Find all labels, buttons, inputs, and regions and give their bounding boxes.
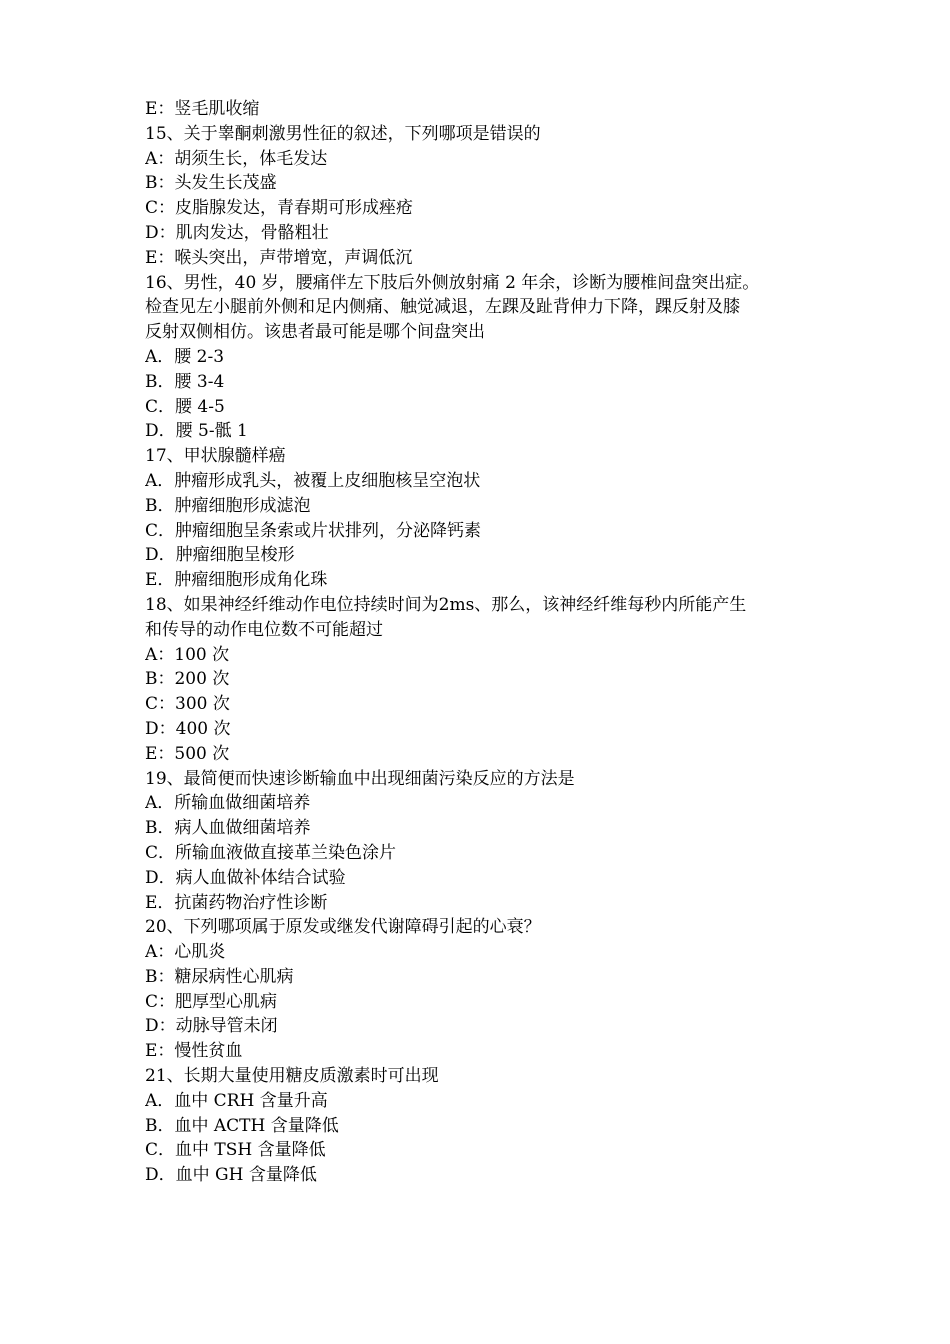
text-line: D．腰 5-骶 1 — [145, 421, 248, 442]
text-line: B．肿瘤细胞形成滤泡 — [145, 495, 311, 516]
text-line: 15、关于睾酮刺激男性征的叙述，下列哪项是错误的 — [145, 123, 541, 144]
text-line: E：500 次 — [145, 743, 230, 764]
text-line: C．腰 4-5 — [145, 396, 225, 417]
text-line: D．肿瘤细胞呈梭形 — [145, 545, 295, 566]
text-line: E．抗菌药物治疗性诊断 — [145, 892, 328, 913]
text-line: 19、最简便而快速诊断输血中出现细菌污染反应的方法是 — [145, 768, 575, 789]
text-line: B：头发生长茂盛 — [145, 173, 277, 194]
text-line: D：动脉导管未闭 — [145, 1016, 278, 1037]
text-line: A．肿瘤形成乳头，被覆上皮细胞核呈空泡状 — [145, 470, 481, 491]
text-line: A：心肌炎 — [145, 942, 226, 963]
text-line: 检查见左小腿前外侧和足内侧痛、触觉减退，左踝及趾背伸力下降，踝反射及膝 — [145, 297, 740, 318]
text-line: 16、男性，40 岁，腰痛伴左下肢后外侧放射痛 2 年余，诊断为腰椎间盘突出症。 — [145, 272, 760, 293]
text-line: A：100 次 — [145, 644, 230, 665]
text-line: A．所输血做细菌培养 — [145, 793, 311, 814]
text-line: 20、下列哪项属于原发或继发代谢障碍引起的心衰？ — [145, 917, 541, 938]
text-line: 18、如果神经纤维动作电位持续时间为2ms、那么，该神经纤维每秒内所能产生 — [145, 594, 747, 615]
text-line: 和传导的动作电位数不可能超过 — [145, 619, 383, 640]
text-line: B：糖尿病性心肌病 — [145, 966, 294, 987]
text-line: D．血中 GH 含量降低 — [145, 1165, 317, 1186]
text-line: C：皮脂腺发达，青春期可形成痤疮 — [145, 198, 414, 219]
text-line: A：胡须生长，体毛发达 — [145, 148, 328, 169]
text-line: B．腰 3-4 — [145, 371, 225, 392]
text-line: B．病人血做细菌培养 — [145, 818, 311, 839]
text-line: 反射双侧相仿。该患者最可能是哪个间盘突出 — [145, 322, 485, 343]
text-line: C．血中 TSH 含量降低 — [145, 1140, 326, 1161]
text-line: C．所输血液做直接革兰染色涂片 — [145, 842, 397, 863]
question-text — [145, 97, 825, 1188]
text-line: E：竖毛肌收缩 — [145, 99, 260, 119]
text-line: A．腰 2-3 — [145, 346, 225, 367]
text-line: B：200 次 — [145, 669, 230, 690]
text-line: C．肿瘤细胞呈条索或片状排列，分泌降钙素 — [145, 520, 482, 541]
text-line: E．肿瘤细胞形成角化珠 — [145, 570, 328, 591]
text-line: C：肥厚型心肌病 — [145, 991, 278, 1012]
text-line: 21、长期大量使用糖皮质激素时可出现 — [145, 1066, 439, 1087]
text-line: B．血中 ACTH 含量降低 — [145, 1115, 339, 1136]
text-line: C：300 次 — [145, 694, 230, 715]
text-line: D．病人血做补体结合试验 — [145, 867, 346, 888]
text-line: A．血中 CRH 含量升高 — [145, 1090, 328, 1111]
text-line: E：慢性贫血 — [145, 1041, 243, 1062]
text-line: 17、甲状腺髓样癌 — [145, 446, 286, 467]
text-line: E：喉头突出，声带增宽，声调低沉 — [145, 247, 413, 268]
text-line: D：肌肉发达，骨骼粗壮 — [145, 222, 329, 243]
text-line: D：400 次 — [145, 718, 231, 739]
